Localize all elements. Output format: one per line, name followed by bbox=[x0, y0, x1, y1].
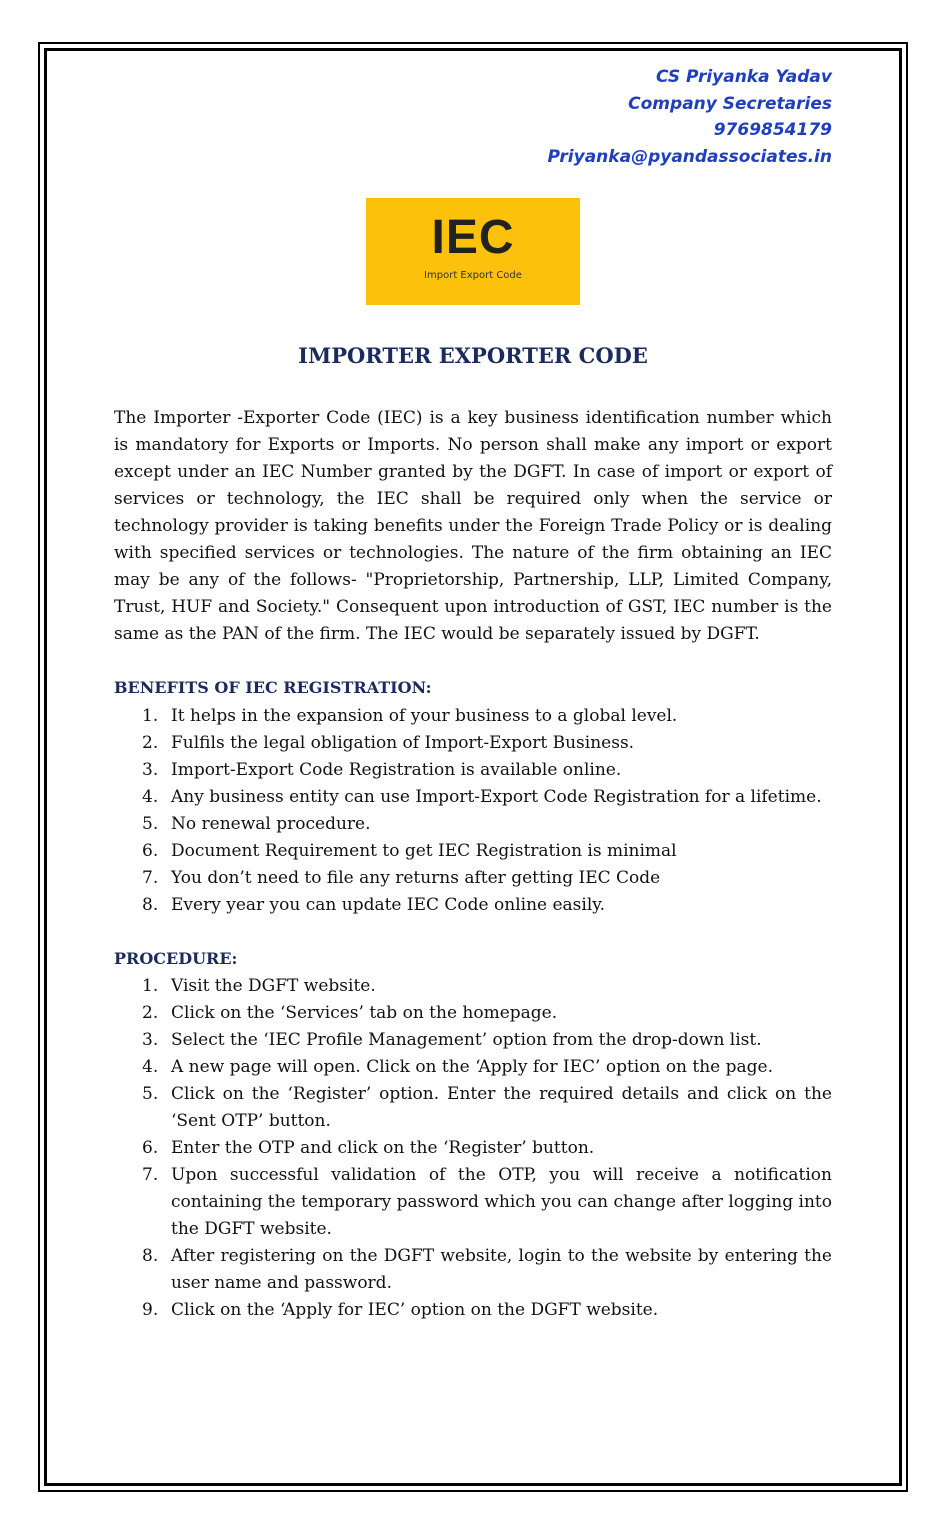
list-item bbox=[114, 865, 832, 892]
list-text: No renewal procedure. bbox=[171, 814, 371, 834]
procedure-heading: PROCEDURE: bbox=[114, 949, 238, 968]
list-item bbox=[114, 1081, 832, 1135]
contact-name: CS Priyanka Yadav bbox=[655, 67, 832, 87]
list-item bbox=[114, 1297, 832, 1324]
list-number: 1. bbox=[142, 976, 159, 996]
list-text: It helps in the expansion of your business to a global level. bbox=[171, 706, 678, 726]
benefits-list bbox=[114, 703, 832, 919]
list-item bbox=[114, 892, 832, 919]
list-text: Fulfils the legal obligation of Import-Export Business. bbox=[171, 733, 635, 753]
list-number: 5. bbox=[142, 1084, 159, 1104]
list-number: 4. bbox=[142, 787, 159, 807]
contact-phone: 9769854179 bbox=[713, 120, 832, 140]
list-item bbox=[114, 1162, 832, 1243]
procedure-list bbox=[114, 973, 832, 1324]
list-item bbox=[114, 1135, 832, 1162]
list-number: 3. bbox=[142, 760, 159, 780]
list-number: 6. bbox=[142, 1138, 159, 1158]
list-number: 9. bbox=[142, 1300, 159, 1320]
list-number: 2. bbox=[142, 733, 159, 753]
list-text: Select the ‘IEC Profile Management’ option from the drop-down list. bbox=[171, 1030, 762, 1050]
list-item bbox=[114, 1243, 832, 1297]
list-item bbox=[114, 703, 832, 730]
list-item bbox=[114, 1027, 832, 1054]
contact-block bbox=[547, 64, 832, 170]
list-number: 6. bbox=[142, 841, 159, 861]
list-number: 7. bbox=[142, 868, 159, 888]
list-number: 1. bbox=[142, 706, 159, 726]
logo-subtitle: Import Export Code bbox=[424, 270, 522, 281]
list-item bbox=[114, 838, 832, 865]
list-number: 8. bbox=[142, 1246, 159, 1266]
list-number: 4. bbox=[142, 1057, 159, 1077]
benefits-heading: BENEFITS OF IEC REGISTRATION: bbox=[114, 678, 432, 697]
list-text: Click on the ‘Apply for IEC’ option on the DGFT website. bbox=[171, 1300, 659, 1320]
list-text: Visit the DGFT website. bbox=[171, 976, 376, 996]
page-title: IMPORTER EXPORTER CODE bbox=[298, 343, 648, 368]
list-text: Every year you can update IEC Code online easily. bbox=[171, 895, 606, 915]
list-number: 5. bbox=[142, 814, 159, 834]
iec-logo bbox=[366, 198, 580, 305]
list-item bbox=[114, 784, 832, 811]
list-text: After registering on the DGFT website, login to the website by entering the user name and password. bbox=[171, 1246, 832, 1293]
list-text: Click on the ‘Register’ option. Enter the required details and click on the ‘Sent OTP’ button. bbox=[171, 1084, 832, 1131]
list-item bbox=[114, 730, 832, 757]
list-text: Click on the ‘Services’ tab on the homepage. bbox=[171, 1003, 558, 1023]
list-text: Any business entity can use Import-Export Code Registration for a lifetime. bbox=[171, 787, 822, 807]
list-number: 3. bbox=[142, 1030, 159, 1050]
contact-email: Priyanka@pyandassociates.in bbox=[547, 146, 832, 167]
list-text: Upon successful validation of the OTP, you will receive a notification containing the temporary password which you can change after logging into the DGFT website. bbox=[171, 1165, 832, 1239]
logo-title: IEC bbox=[431, 211, 515, 264]
list-text: Enter the OTP and click on the ‘Register’ button. bbox=[171, 1138, 595, 1158]
list-number: 7. bbox=[142, 1165, 159, 1185]
list-number: 2. bbox=[142, 1003, 159, 1023]
list-text: A new page will open. Click on the ‘Apply for IEC’ option on the page. bbox=[171, 1057, 774, 1077]
list-text: Import-Export Code Registration is available online. bbox=[171, 760, 622, 780]
list-text: You don’t need to file any returns after getting IEC Code bbox=[171, 868, 661, 888]
list-number: 8. bbox=[142, 895, 159, 915]
list-text: Document Requirement to get IEC Registration is minimal bbox=[171, 841, 677, 861]
list-item bbox=[114, 1054, 832, 1081]
list-item bbox=[114, 973, 832, 1000]
list-item bbox=[114, 1000, 832, 1027]
list-item bbox=[114, 757, 832, 784]
list-item bbox=[114, 811, 832, 838]
contact-role: Company Secretaries bbox=[628, 93, 832, 114]
intro-paragraph: The Importer -Exporter Code (IEC) is a key business identification number which is mandatory for Exports or Imports. No person shall make any import or export except under an IEC Number granted by the DGFT. In case of import or export of services or technology, the IEC shall be required only when the service or technology provider is taking benefits under the Foreign Trade Policy or is dealing with specified services or technologies. The nature of the firm obtaining an IEC may be any of the follows- "Proprietorship, Partnership, LLP, Limited Company, Trust, HUF and Society." Consequent upon introduction of GST, IEC number is the same as the PAN of the firm. The IEC would be separately issued by DGFT. bbox=[114, 408, 832, 644]
